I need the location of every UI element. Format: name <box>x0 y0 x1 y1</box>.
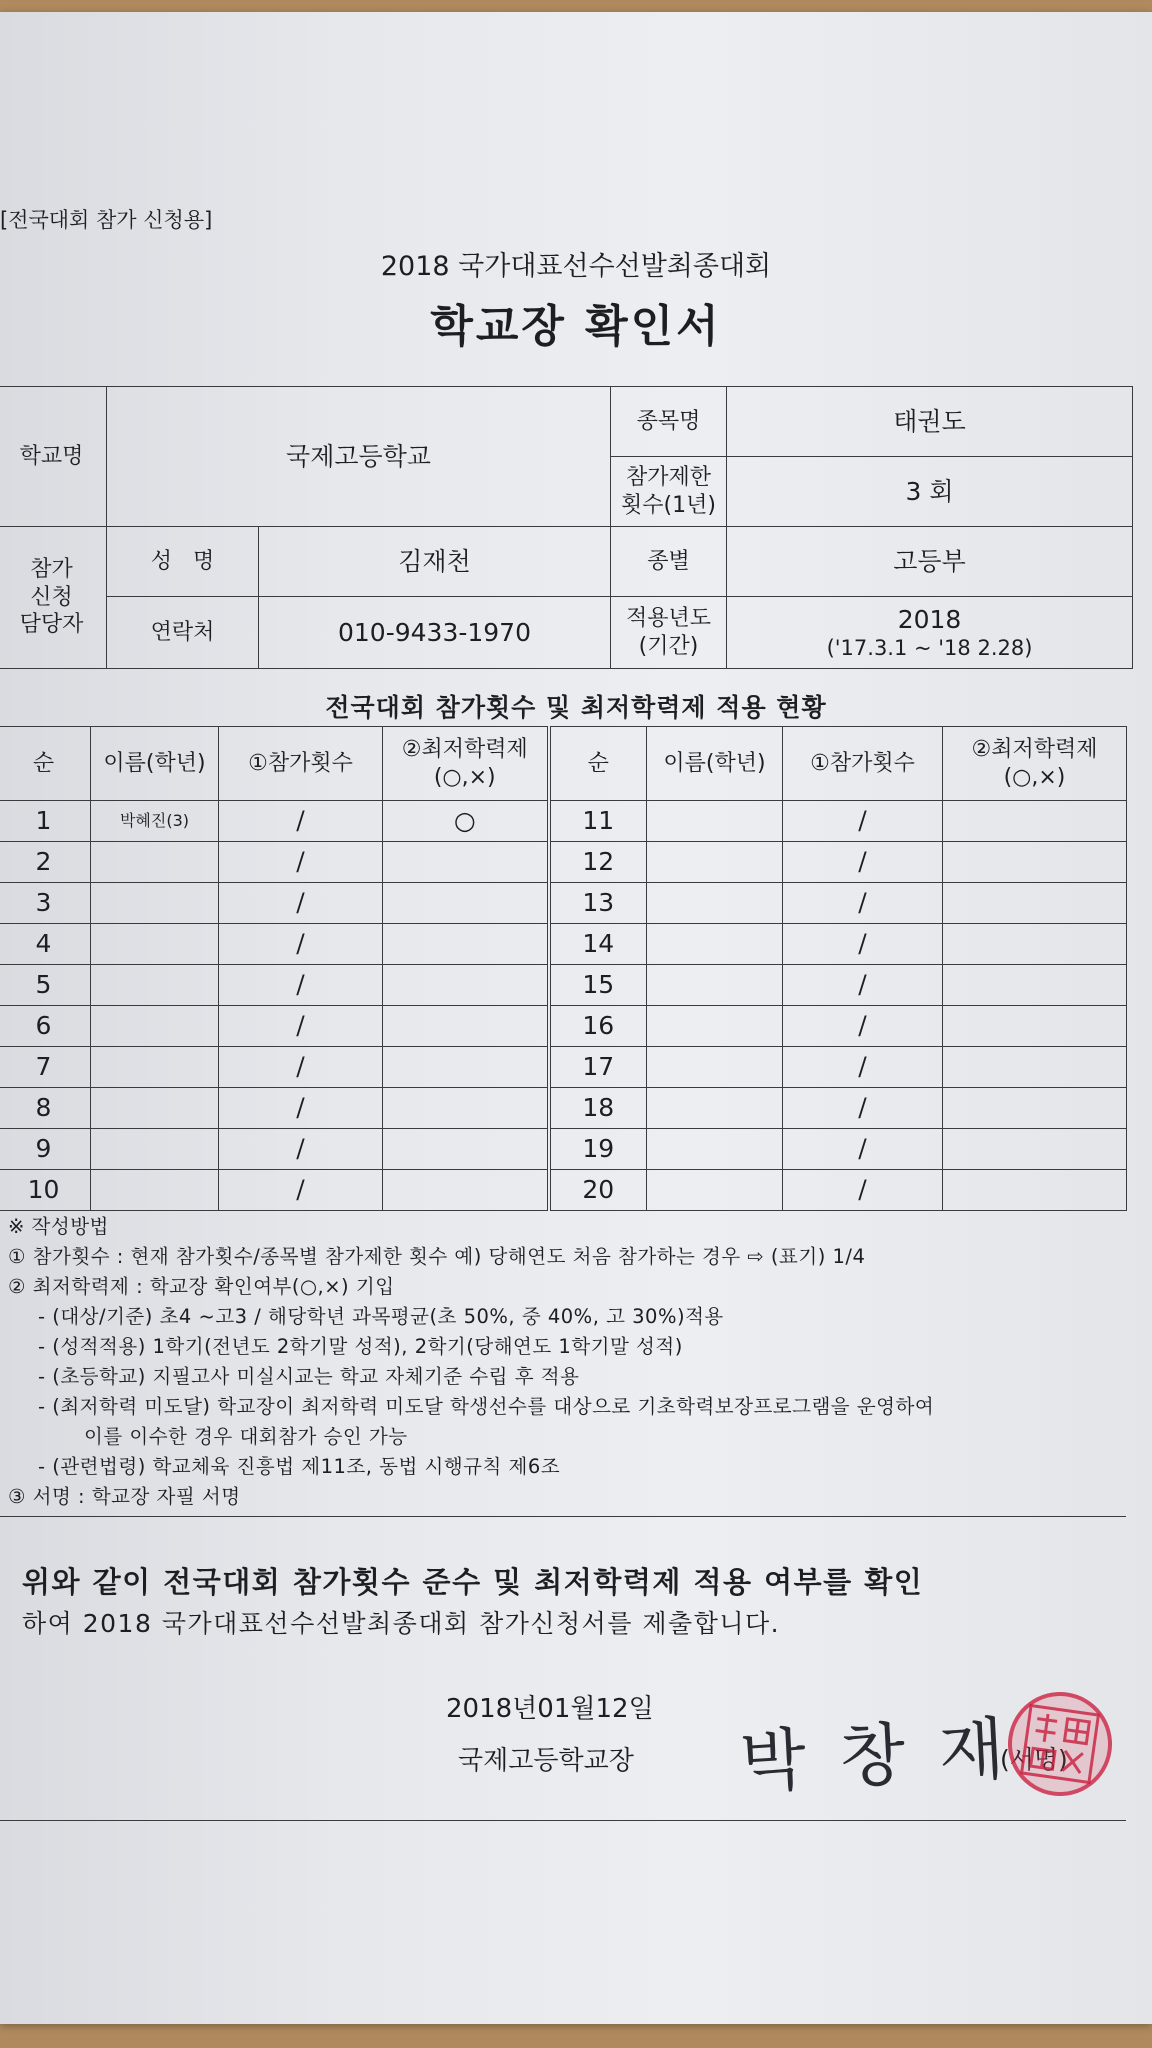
row-no-cell: 8 <box>0 1088 91 1129</box>
row-mark-cell <box>383 1047 549 1088</box>
sport-value: 태권도 <box>727 387 1133 457</box>
form-tag: [전국대회 참가 신청용] <box>0 208 213 232</box>
row-no-cell: 19 <box>549 1129 647 1170</box>
row-count-cell: / <box>219 1088 383 1129</box>
handwritten-signature: 박 창 재 <box>738 1709 1013 1804</box>
instruction-line: - (초등학교) 지필고사 미실시교는 학교 자체기준 수립 후 적용 <box>38 1365 580 1388</box>
event-subtitle: 2018 국가대표선수선발최종대회 <box>380 251 772 282</box>
row-mark-cell <box>943 965 1127 1006</box>
row-no-cell: 3 <box>0 883 91 924</box>
instruction-line: ③ 서명 : 학교장 자필 서명 <box>8 1485 241 1508</box>
signing-date: 2018년01월12일 <box>446 1694 654 1724</box>
col-no-header: 순 <box>549 727 647 801</box>
row-no-cell: 20 <box>549 1170 647 1211</box>
row-name-cell <box>91 1088 219 1129</box>
table-row <box>0 1088 1127 1129</box>
col-count-header: ①참가횟수 <box>783 727 943 801</box>
col-min-header: ②최저학력제 (○,×) <box>943 727 1127 801</box>
status-heading: 전국대회 참가횟수 및 최저학력제 적용 현황 <box>325 693 827 722</box>
applicant-name-label: 성 명 <box>107 527 259 597</box>
row-no-cell: 10 <box>0 1170 91 1211</box>
row-mark-cell <box>943 842 1127 883</box>
instruction-line: - (대상/기준) 초4 ~고3 / 해당학년 과목평균(초 50%, 중 40%, 고 30%)적용 <box>38 1305 724 1328</box>
col-name-header: 이름(학년) <box>91 727 219 801</box>
principal-title: 국제고등학교장 <box>458 1746 634 1776</box>
row-count-cell: / <box>783 1088 943 1129</box>
row-count-cell: / <box>219 1170 383 1211</box>
school-info-table <box>0 386 1133 669</box>
row-count-cell: / <box>219 842 383 883</box>
row-no-cell: 12 <box>549 842 647 883</box>
table-row <box>0 1006 1127 1047</box>
row-name-cell <box>647 1006 783 1047</box>
row-no-cell: 17 <box>549 1047 647 1088</box>
table-row <box>0 965 1127 1006</box>
row-name-cell <box>647 1170 783 1211</box>
official-seal <box>1001 1685 1118 1802</box>
row-count-cell: / <box>219 801 383 842</box>
page-title: 학교장 확인서 <box>430 301 722 352</box>
row-no-cell: 18 <box>549 1088 647 1129</box>
applicant-name-value: 김재천 <box>259 527 611 597</box>
row-name-cell <box>91 1129 219 1170</box>
row-no-cell: 6 <box>0 1006 91 1047</box>
row-name-cell <box>91 924 219 965</box>
applicant-label: 참가 신청 담당자 <box>0 527 107 669</box>
row-no-cell: 14 <box>549 924 647 965</box>
row-count-cell: / <box>783 1006 943 1047</box>
row-name-cell <box>91 842 219 883</box>
row-name-cell <box>647 883 783 924</box>
row-name-cell <box>647 1129 783 1170</box>
row-name-cell <box>91 883 219 924</box>
instructions-title: ※ 작성방법 <box>8 1215 109 1238</box>
row-count-cell: / <box>783 965 943 1006</box>
row-name-cell <box>647 801 783 842</box>
confirmation-line-1: 위와 같이 전국대회 참가횟수 준수 및 최저학력제 적용 여부를 확인 <box>22 1565 924 1599</box>
instruction-line: 이를 이수한 경우 대회참가 승인 가능 <box>84 1425 408 1448</box>
row-no-cell: 11 <box>549 801 647 842</box>
table-row <box>0 924 1127 965</box>
row-no-cell: 9 <box>0 1129 91 1170</box>
row-mark-cell <box>943 1129 1127 1170</box>
division-label: 종별 <box>611 527 727 597</box>
row-count-cell: / <box>219 965 383 1006</box>
col-no-header: 순 <box>0 727 91 801</box>
row-no-cell: 1 <box>0 801 91 842</box>
instruction-line: - (최저학력 미도달) 학교장이 최저학력 미도달 학생선수를 대상으로 기초학력보장프로그램을 운영하여 <box>38 1395 935 1418</box>
row-count-cell: / <box>219 1129 383 1170</box>
participation-status-table <box>0 726 1127 1211</box>
row-mark-cell <box>943 1006 1127 1047</box>
row-name-cell <box>647 1047 783 1088</box>
table-row <box>0 1129 1127 1170</box>
sign-label: (서명) <box>1000 1745 1068 1774</box>
instruction-line: ① 참가횟수 : 현재 참가횟수/종목별 참가제한 횟수 예) 당해연도 처음 참가하는 경우 ⇨ (표기) 1/4 <box>8 1245 866 1268</box>
row-mark-cell <box>383 1088 549 1129</box>
table-row <box>0 883 1127 924</box>
row-count-cell: / <box>783 1047 943 1088</box>
row-name-cell <box>91 1047 219 1088</box>
row-no-cell: 4 <box>0 924 91 965</box>
row-no-cell: 5 <box>0 965 91 1006</box>
contact-label: 연락처 <box>107 597 259 669</box>
row-mark-cell <box>383 883 549 924</box>
row-name-cell <box>647 1088 783 1129</box>
instruction-line: - (관련법령) 학교체육 진흥법 제11조, 동법 시행규칙 제6조 <box>38 1455 561 1478</box>
row-no-cell: 13 <box>549 883 647 924</box>
row-count-cell: / <box>783 1170 943 1211</box>
row-count-cell: / <box>783 924 943 965</box>
application-year-value: 2018 ('17.3.1 ~ '18 2.28) <box>727 597 1133 669</box>
row-mark-cell <box>943 1170 1127 1211</box>
row-name-cell <box>91 1006 219 1047</box>
row-mark-cell <box>383 965 549 1006</box>
row-count-cell: / <box>219 883 383 924</box>
row-no-cell: 15 <box>549 965 647 1006</box>
row-mark-cell: ○ <box>383 801 549 842</box>
seal-mark-icon <box>1015 1699 1105 1789</box>
col-count-header: ①참가횟수 <box>219 727 383 801</box>
row-mark-cell <box>943 924 1127 965</box>
col-min-header: ②최저학력제 (○,×) <box>383 727 549 801</box>
row-mark-cell <box>383 1170 549 1211</box>
col-name-header: 이름(학년) <box>647 727 783 801</box>
school-name-label: 학교명 <box>0 387 107 527</box>
row-mark-cell <box>943 801 1127 842</box>
table-row <box>0 1047 1127 1088</box>
document-page <box>0 12 1152 2024</box>
instruction-line: - (성적적용) 1학기(전년도 2학기말 성적), 2학기(당해연도 1학기말 성적) <box>38 1335 683 1358</box>
row-mark-cell <box>943 1088 1127 1129</box>
row-count-cell: / <box>219 924 383 965</box>
row-count-cell: / <box>219 1006 383 1047</box>
sport-label: 종목명 <box>611 387 727 457</box>
row-name-cell: 박혜진(3) <box>91 801 219 842</box>
school-name-value: 국제고등학교 <box>107 387 611 527</box>
row-mark-cell <box>943 883 1127 924</box>
table-row <box>0 801 1127 842</box>
row-count-cell: / <box>219 1047 383 1088</box>
instructions <box>8 1212 1138 1512</box>
row-name-cell <box>91 1170 219 1211</box>
row-count-cell: / <box>783 842 943 883</box>
row-mark-cell <box>943 1047 1127 1088</box>
row-count-cell: / <box>783 1129 943 1170</box>
row-no-cell: 2 <box>0 842 91 883</box>
row-name-cell <box>647 842 783 883</box>
division-value: 고등부 <box>727 527 1133 597</box>
participation-limit-label: 참가제한 횟수(1년) <box>611 457 727 527</box>
table-row <box>0 1170 1127 1211</box>
contact-value: 010-9433-1970 <box>259 597 611 669</box>
divider <box>0 1820 1126 1821</box>
row-name-cell <box>647 924 783 965</box>
confirmation-line-2: 하여 2018 국가대표선수선발최종대회 참가신청서를 제출합니다. <box>22 1609 781 1638</box>
application-year-label: 적용년도 (기간) <box>611 597 727 669</box>
row-count-cell: / <box>783 883 943 924</box>
divider <box>0 1516 1126 1517</box>
row-mark-cell <box>383 842 549 883</box>
row-no-cell: 16 <box>549 1006 647 1047</box>
row-mark-cell <box>383 924 549 965</box>
table-row <box>0 842 1127 883</box>
row-name-cell <box>91 965 219 1006</box>
row-no-cell: 7 <box>0 1047 91 1088</box>
row-name-cell <box>647 965 783 1006</box>
participation-limit-value: 3 회 <box>727 457 1133 527</box>
row-mark-cell <box>383 1006 549 1047</box>
row-mark-cell <box>383 1129 549 1170</box>
row-count-cell: / <box>783 801 943 842</box>
instruction-line: ② 최저학력제 : 학교장 확인여부(○,×) 기입 <box>8 1275 395 1298</box>
